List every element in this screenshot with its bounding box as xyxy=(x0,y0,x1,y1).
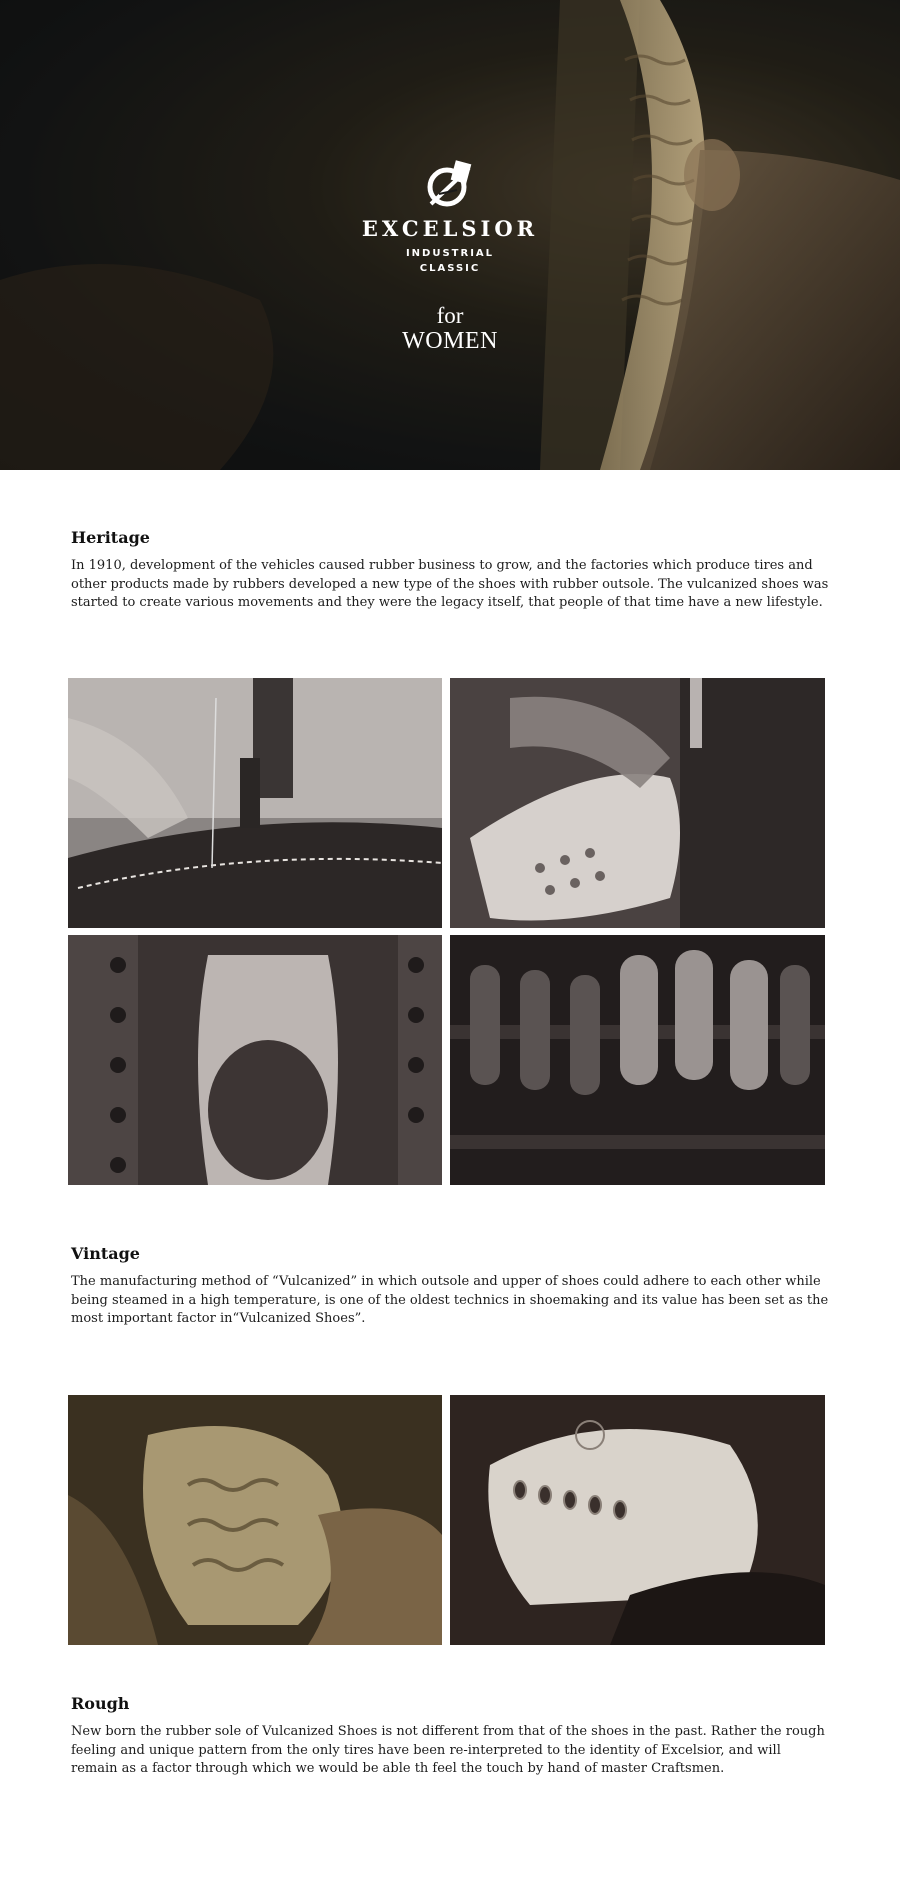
heritage-section xyxy=(71,528,829,613)
photo-sewing-machine xyxy=(68,678,442,928)
brand-logo-icon xyxy=(0,160,900,214)
brand-subtitle-line1: INDUSTRIAL xyxy=(405,248,495,259)
rough-title: Rough xyxy=(71,1694,130,1713)
photo-vulcanizing-mold xyxy=(68,935,442,1185)
hero-banner xyxy=(0,0,900,470)
vintage-section xyxy=(71,1244,829,1329)
vintage-title: Vintage xyxy=(71,1244,140,1263)
vintage-body: The manufacturing method of “Vulcanized” in which outsole and upper of shoes could adhere to each other while being steamed in a high temperature, is one of the oldest technics in shoemaking and its value has been set as the most important factor in“Vulcanized Shoes”. xyxy=(71,1274,829,1326)
photo-outsole-in-hand xyxy=(68,1395,442,1645)
tagline-women: WOMEN xyxy=(402,328,498,354)
heritage-body: In 1910, development of the vehicles caused rubber business to grow, and the factories which produce tires and other products made by rubbers developed a new type of the shoes with rubber outsole. The vulcanized shoes was started to create various movements and they were the legacy itself, that people of that time have a new lifestyle. xyxy=(71,558,829,610)
rough-section xyxy=(71,1694,829,1779)
heritage-title: Heritage xyxy=(71,528,150,547)
photo-soles-rack xyxy=(450,935,825,1185)
photo-white-shoe-assembly xyxy=(450,1395,825,1645)
brand-subtitle-line2: CLASSIC xyxy=(419,263,481,274)
tagline-for: for xyxy=(436,303,464,328)
photo-shoe-lasting xyxy=(450,678,825,928)
brand-name: EXCELSIOR xyxy=(361,216,539,241)
rough-body: New born the rubber sole of Vulcanized Shoes is not different from that of the shoes in the past. Rather the rough feeling and unique pattern from the only tires have been re-interpreted to the identity of Excelsior, and will remain as a factor through which we would be able th feel the touch by hand of master Craftsmen. xyxy=(71,1724,825,1776)
